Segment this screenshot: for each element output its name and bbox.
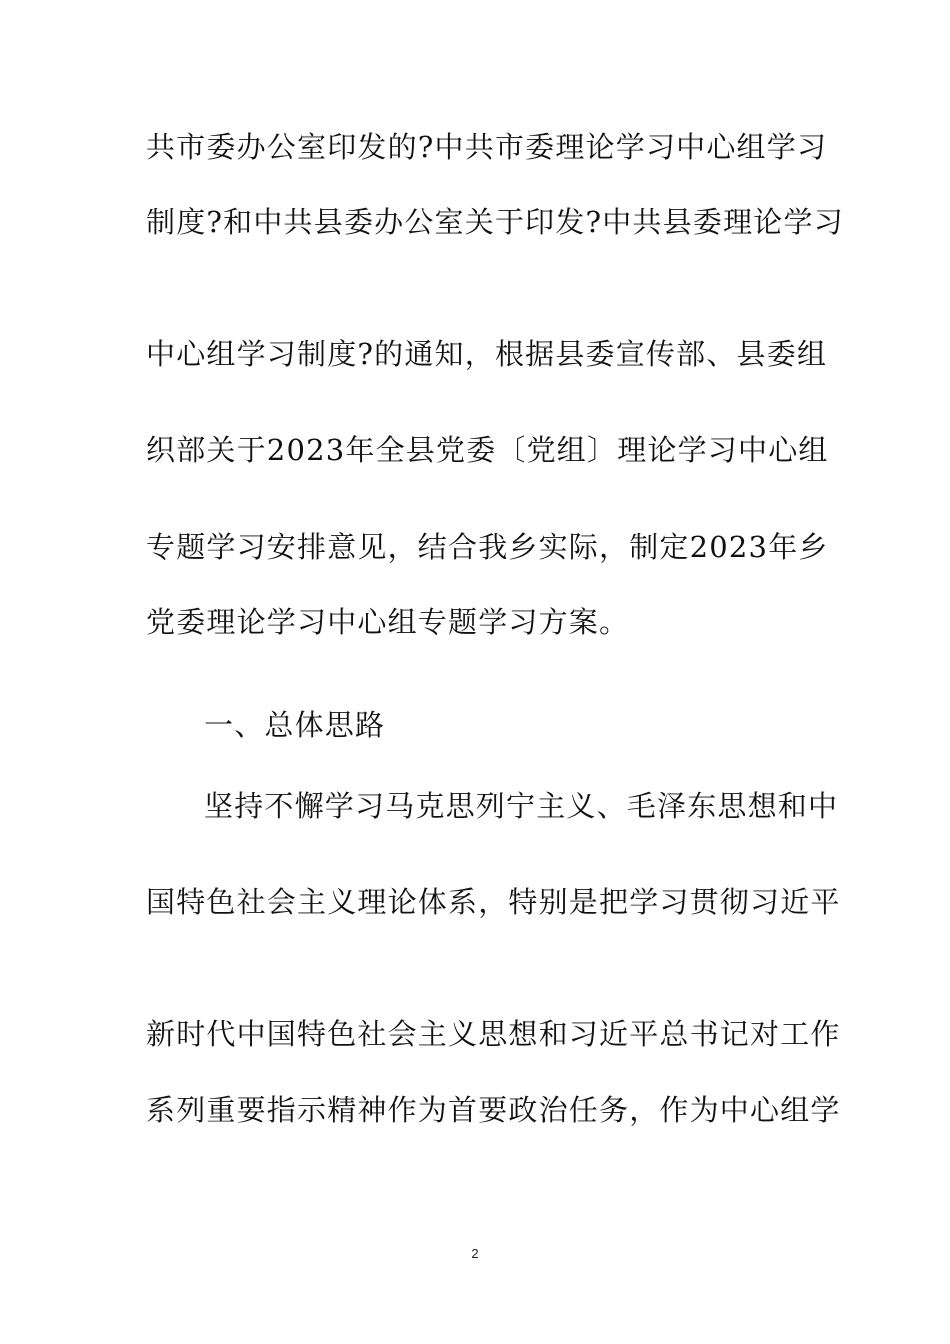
- paragraph-line: 中心组学习制度?的通知，根据县委宣传部、县委组: [146, 337, 828, 371]
- paragraph-line: 新时代中国特色社会主义思想和习近平总书记对工作: [146, 1017, 841, 1051]
- paragraph-line: 织部关于2023年全县党委〔党组〕理论学习中心组: [146, 433, 829, 467]
- paragraph-line: 系列重要指示精神作为首要政治任务，作为中心组学: [146, 1093, 841, 1127]
- paragraph-line: 党委理论学习中心组专题学习方案。: [146, 605, 630, 639]
- section-heading: 一、总体思路: [204, 708, 386, 742]
- paragraph-line: 国特色社会主义理论体系，特别是把学习贯彻习近平: [146, 885, 841, 919]
- paragraph-line: 坚持不懈学习马克思列宁主义、毛泽东思想和中: [204, 789, 839, 823]
- paragraph-line: 制度?和中共县委办公室关于印发?中共县委理论学习: [146, 205, 844, 239]
- paragraph-line: 专题学习安排意见，结合我乡实际，制定2023年乡: [146, 530, 829, 564]
- paragraph-line: 共市委办公室印发的?中共市委理论学习中心组学习: [146, 130, 828, 164]
- page-number: 2: [471, 1246, 479, 1261]
